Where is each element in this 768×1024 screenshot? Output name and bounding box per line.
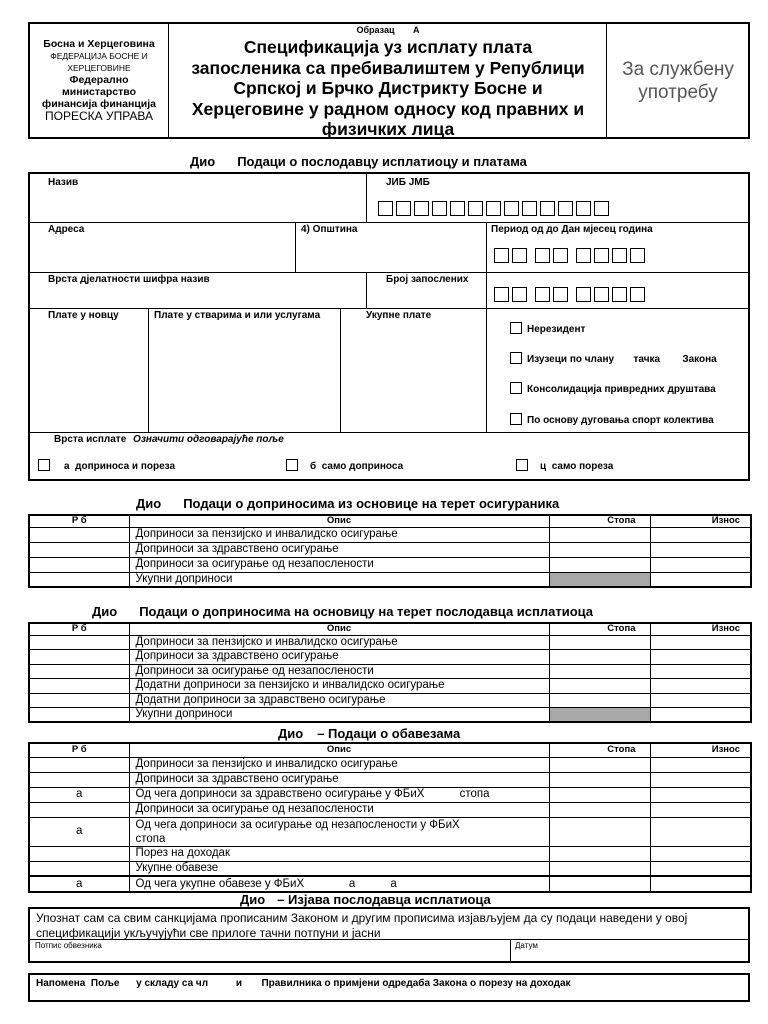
rb-cell — [29, 557, 129, 572]
section-prefix: Дио — [190, 154, 216, 169]
stopa-cell[interactable] — [549, 876, 650, 892]
table-row — [29, 817, 751, 846]
iznos-cell[interactable] — [650, 861, 751, 876]
iznos-cell[interactable] — [650, 572, 751, 587]
section-title-employer-contributions — [92, 604, 593, 619]
section-title-declaration — [240, 892, 491, 907]
option-konsolidacija[interactable] — [510, 382, 716, 395]
divider — [30, 272, 748, 273]
issuer-line: ПОРЕСКА УПРАВА — [44, 109, 154, 123]
opis-cell: Од чега доприноси за здравствено осигурање у ФБиХ стопа — [129, 787, 549, 802]
issuer-line: ХЕРЦЕГОВИНЕ — [67, 63, 131, 73]
rb-cell — [29, 650, 129, 665]
stopa-cell[interactable] — [549, 846, 650, 861]
official-use-box — [608, 24, 748, 137]
form-label-text: Образац — [356, 25, 395, 35]
checkbox[interactable] — [510, 322, 522, 334]
checkbox[interactable] — [286, 459, 298, 471]
broj-zaposlenih-label: Број запослених — [386, 274, 469, 285]
rb-cell — [29, 802, 129, 817]
stopa-cell[interactable] — [549, 542, 650, 557]
iznos-cell[interactable] — [650, 679, 751, 694]
vrsta-isplate-label — [54, 434, 284, 445]
issuer-line: финансија финанција — [42, 98, 156, 110]
column-header: Износ — [650, 743, 751, 757]
note-box — [28, 973, 750, 1002]
form-header — [28, 22, 750, 139]
checkbox[interactable] — [516, 459, 528, 471]
option-label: По основу дуговања спорт колектива — [527, 415, 714, 426]
iznos-cell[interactable] — [650, 817, 751, 846]
stopa-cell[interactable] — [549, 635, 650, 650]
rb-cell — [29, 527, 129, 542]
signature-label: Потпис обвезника — [35, 941, 102, 950]
rb-cell — [29, 772, 129, 787]
form-title-line: Српској и Брчко Дистрикту Босне и — [233, 78, 543, 98]
section-prefix: Дио — [92, 604, 118, 619]
divider — [366, 272, 367, 308]
opis-cell: Од чега укупне обавезе у ФБиХ а а — [129, 876, 549, 892]
title-block — [170, 24, 606, 137]
opis-cell: Доприноси за осигурање од незапослености — [129, 802, 549, 817]
period-input[interactable] — [494, 248, 648, 263]
divider — [606, 24, 607, 137]
rb-cell — [29, 572, 129, 587]
form-title — [174, 37, 602, 140]
table-row — [29, 787, 751, 802]
issuer-block — [30, 24, 168, 137]
official-use-line: употребу — [638, 81, 718, 103]
jib-input[interactable] — [378, 201, 612, 216]
opis-cell: Доприноси за здравствено осигурање — [129, 650, 549, 665]
divider — [30, 432, 748, 433]
employer-contributions-table — [28, 622, 752, 723]
option-dugovanja[interactable] — [510, 413, 714, 426]
column-header: Износ — [650, 623, 751, 635]
iznos-cell[interactable] — [650, 846, 751, 861]
rb-cell — [29, 861, 129, 876]
option-label: Изузеци по члану тачка Закона — [527, 354, 717, 365]
checkbox[interactable] — [510, 382, 522, 394]
column-header: Р б — [29, 623, 129, 635]
employee-contributions-table — [28, 514, 752, 588]
opis-cell: Укупне обавезе — [129, 861, 549, 876]
column-header: Опис — [129, 623, 549, 635]
iznos-cell[interactable] — [650, 708, 751, 723]
table-row — [29, 846, 751, 861]
opis-cell: Укупни доприноси — [129, 708, 549, 723]
issuer-line: Федерално — [69, 74, 129, 86]
iznos-cell[interactable] — [650, 757, 751, 772]
period-label: Период од до Дан мјесец година — [491, 224, 653, 235]
column-header: Р б — [29, 515, 129, 527]
stopa-cell[interactable] — [549, 802, 650, 817]
iznos-cell[interactable] — [650, 876, 751, 892]
opis-cell: Доприноси за осигурање од незапослености — [129, 557, 549, 572]
iznos-cell[interactable] — [650, 635, 751, 650]
option-nerezident[interactable] — [510, 322, 585, 335]
stopa-cell[interactable] — [549, 861, 650, 876]
opis-cell: Доприноси за здравствено осигурање — [129, 542, 549, 557]
stopa-cell[interactable] — [549, 817, 650, 846]
divider — [486, 308, 487, 432]
opis-cell: Доприноси за пензијско и инвалидско осигурање — [129, 635, 549, 650]
plate-novac-label: Плате у новцу — [48, 310, 119, 321]
column-header: Р б — [29, 743, 129, 757]
stopa-cell-disabled — [549, 572, 650, 587]
stopa-cell[interactable] — [549, 650, 650, 665]
table-row — [29, 664, 751, 679]
rb-cell — [29, 635, 129, 650]
column-header: Опис — [129, 515, 549, 527]
checkbox[interactable] — [510, 352, 522, 364]
divider — [295, 222, 296, 272]
rb-cell — [29, 846, 129, 861]
table-row — [29, 693, 751, 708]
rb-cell — [29, 693, 129, 708]
form-title-line: Спецификација уз исплату плата — [243, 37, 533, 57]
opis-cell: Доприноси за пензијско и инвалидско осигурање — [129, 527, 549, 542]
section-title-text: – Подаци о обавезама — [317, 726, 461, 741]
stopa-cell[interactable] — [549, 527, 650, 542]
iznos-cell[interactable] — [650, 664, 751, 679]
naziv-label: Назив — [48, 177, 79, 188]
rb-cell — [29, 542, 129, 557]
column-header: Стопа — [549, 623, 650, 635]
column-header: Стопа — [549, 515, 650, 527]
iznos-cell[interactable] — [650, 787, 751, 802]
opis-cell: Од чега доприноси за осигурање од незапослености у ФБиХ стопа — [129, 817, 549, 846]
ukupne-plate-label: Укупне плате — [366, 310, 432, 321]
divider — [148, 308, 149, 432]
rb-cell — [29, 708, 129, 723]
divider — [168, 24, 169, 137]
table-row — [29, 757, 751, 772]
payment-type-a[interactable] — [38, 459, 175, 472]
rb-cell: а — [29, 876, 129, 892]
employer-data-block — [28, 172, 750, 481]
section-title-employer — [190, 154, 527, 169]
rb-cell — [29, 679, 129, 694]
declaration-box — [28, 907, 750, 963]
opis-cell: Доприноси за здравствено осигурање — [129, 772, 549, 787]
stopa-cell[interactable] — [549, 772, 650, 787]
form-title-line: физичких лица — [321, 119, 455, 139]
option-label: Нерезидент — [527, 324, 586, 335]
form-title-line: запосленика са пребивалиштем у Републици — [191, 57, 585, 78]
iznos-cell[interactable] — [650, 693, 751, 708]
vrsta-isplate-hint: Означити одговарајуће поље — [133, 434, 284, 445]
opis-cell: Додатни доприноси за здравствено осигурање — [129, 693, 549, 708]
divider — [30, 308, 748, 309]
divider — [510, 939, 511, 961]
iznos-cell[interactable] — [650, 557, 751, 572]
table-row — [29, 635, 751, 650]
vrsta-isplate-text: Врста исплате — [54, 434, 127, 445]
opis-cell: Порез на доходак — [129, 846, 549, 861]
stopa-cell[interactable] — [549, 679, 650, 694]
iznos-cell[interactable] — [650, 650, 751, 665]
stopa-cell[interactable] — [549, 557, 650, 572]
table-row — [29, 876, 751, 892]
section-title-employee-contributions — [136, 496, 559, 511]
adresa-label: Адреса — [48, 224, 85, 235]
opis-cell: Доприноси за осигурање од незапослености — [129, 664, 549, 679]
declaration-text: Упознат сам са свим санкцијама прописаним Законом и другим прописима изјављујем да су подаци наведени у овој спецификацији укључујући све прилоге тачни потпуни и јасни — [36, 911, 688, 940]
stopa-cell[interactable] — [549, 664, 650, 679]
official-use-line: За службену — [622, 58, 734, 80]
payment-type-label: а доприноса и пореза — [64, 461, 176, 472]
table-row — [29, 861, 751, 876]
column-header: Износ — [650, 515, 751, 527]
checkbox[interactable] — [38, 459, 50, 471]
table-row — [29, 527, 751, 542]
opis-cell: Укупни доприноси — [129, 572, 549, 587]
issuer-line: ФЕДЕРАЦИЈА БОСНЕ И — [50, 51, 148, 61]
table-row — [29, 557, 751, 572]
payment-type-b[interactable] — [286, 459, 403, 472]
divider — [486, 222, 487, 308]
option-label: Консолидација привредних друштава — [527, 384, 716, 395]
payment-type-c[interactable] — [516, 459, 613, 472]
table-row — [29, 679, 751, 694]
column-header: Стопа — [549, 743, 650, 757]
form-letter: А — [413, 25, 420, 35]
iznos-cell[interactable] — [650, 772, 751, 787]
section-title-text: Подаци о доприносима из основице на терет осигураника — [183, 496, 560, 511]
divider — [30, 222, 748, 223]
table-row — [29, 802, 751, 817]
iznos-cell[interactable] — [650, 802, 751, 817]
divider — [366, 174, 367, 222]
divider — [30, 939, 748, 940]
stopa-cell[interactable] — [549, 787, 650, 802]
note-text: Напомена Поље у складу са чл и Правилника о примјени одредаба Закона о порезу на доходак — [36, 978, 571, 989]
table-row — [29, 772, 751, 787]
iznos-cell[interactable] — [650, 542, 751, 557]
stopa-cell-disabled — [549, 708, 650, 723]
issuer-line: министарство — [62, 86, 136, 98]
divider — [340, 308, 341, 432]
option-izuzeci[interactable] — [510, 352, 717, 365]
obligations-table — [28, 742, 752, 893]
section-prefix: Дио — [278, 726, 304, 741]
section-prefix: Дио — [240, 892, 266, 907]
section-title-text: – Изјава послодавца исплатиоца — [277, 892, 491, 907]
table-row — [29, 650, 751, 665]
opis-cell: Доприноси за пензијско и инвалидско осигурање — [129, 757, 549, 772]
table-row — [29, 708, 751, 723]
form-title-line: Херцеговине у радном односу код правних и — [191, 98, 585, 119]
section-title-obligations — [278, 726, 460, 741]
payment-type-label: ц само пореза — [540, 461, 614, 472]
column-header: Опис — [129, 743, 549, 757]
rb-cell: а — [29, 787, 129, 802]
jib-label: ЈИБ ЈМБ — [386, 177, 430, 188]
rb-cell: а — [29, 817, 129, 846]
stopa-cell[interactable] — [549, 693, 650, 708]
checkbox[interactable] — [510, 413, 522, 425]
table-row — [29, 542, 751, 557]
section-title-text: Подаци о послодавцу исплатиоцу и платама — [237, 154, 527, 169]
table-row — [29, 572, 751, 587]
opis-cell: Додатни доприноси за пензијско и инвалидско осигурање — [129, 679, 549, 694]
stopa-cell[interactable] — [549, 757, 650, 772]
date-label: Датум — [515, 941, 538, 950]
djelatnost-label: Врста дјелатности шифра назив — [48, 274, 210, 285]
rb-cell — [29, 757, 129, 772]
iznos-cell[interactable] — [650, 527, 751, 542]
broj-zaposlenih-input[interactable] — [494, 287, 648, 302]
plate-stvari-label: Плате у стварима и или услугама — [154, 310, 321, 321]
section-prefix: Дио — [136, 496, 162, 511]
section-title-text: Подаци о доприносима на основицу на терет послодавца исплатиоца — [139, 604, 594, 619]
payment-type-label: б само доприноса — [310, 461, 404, 472]
form-label — [170, 25, 606, 35]
issuer-line: Босна и Херцеговина — [43, 38, 155, 50]
opstina-label: 4) Општина — [301, 224, 358, 235]
rb-cell — [29, 664, 129, 679]
